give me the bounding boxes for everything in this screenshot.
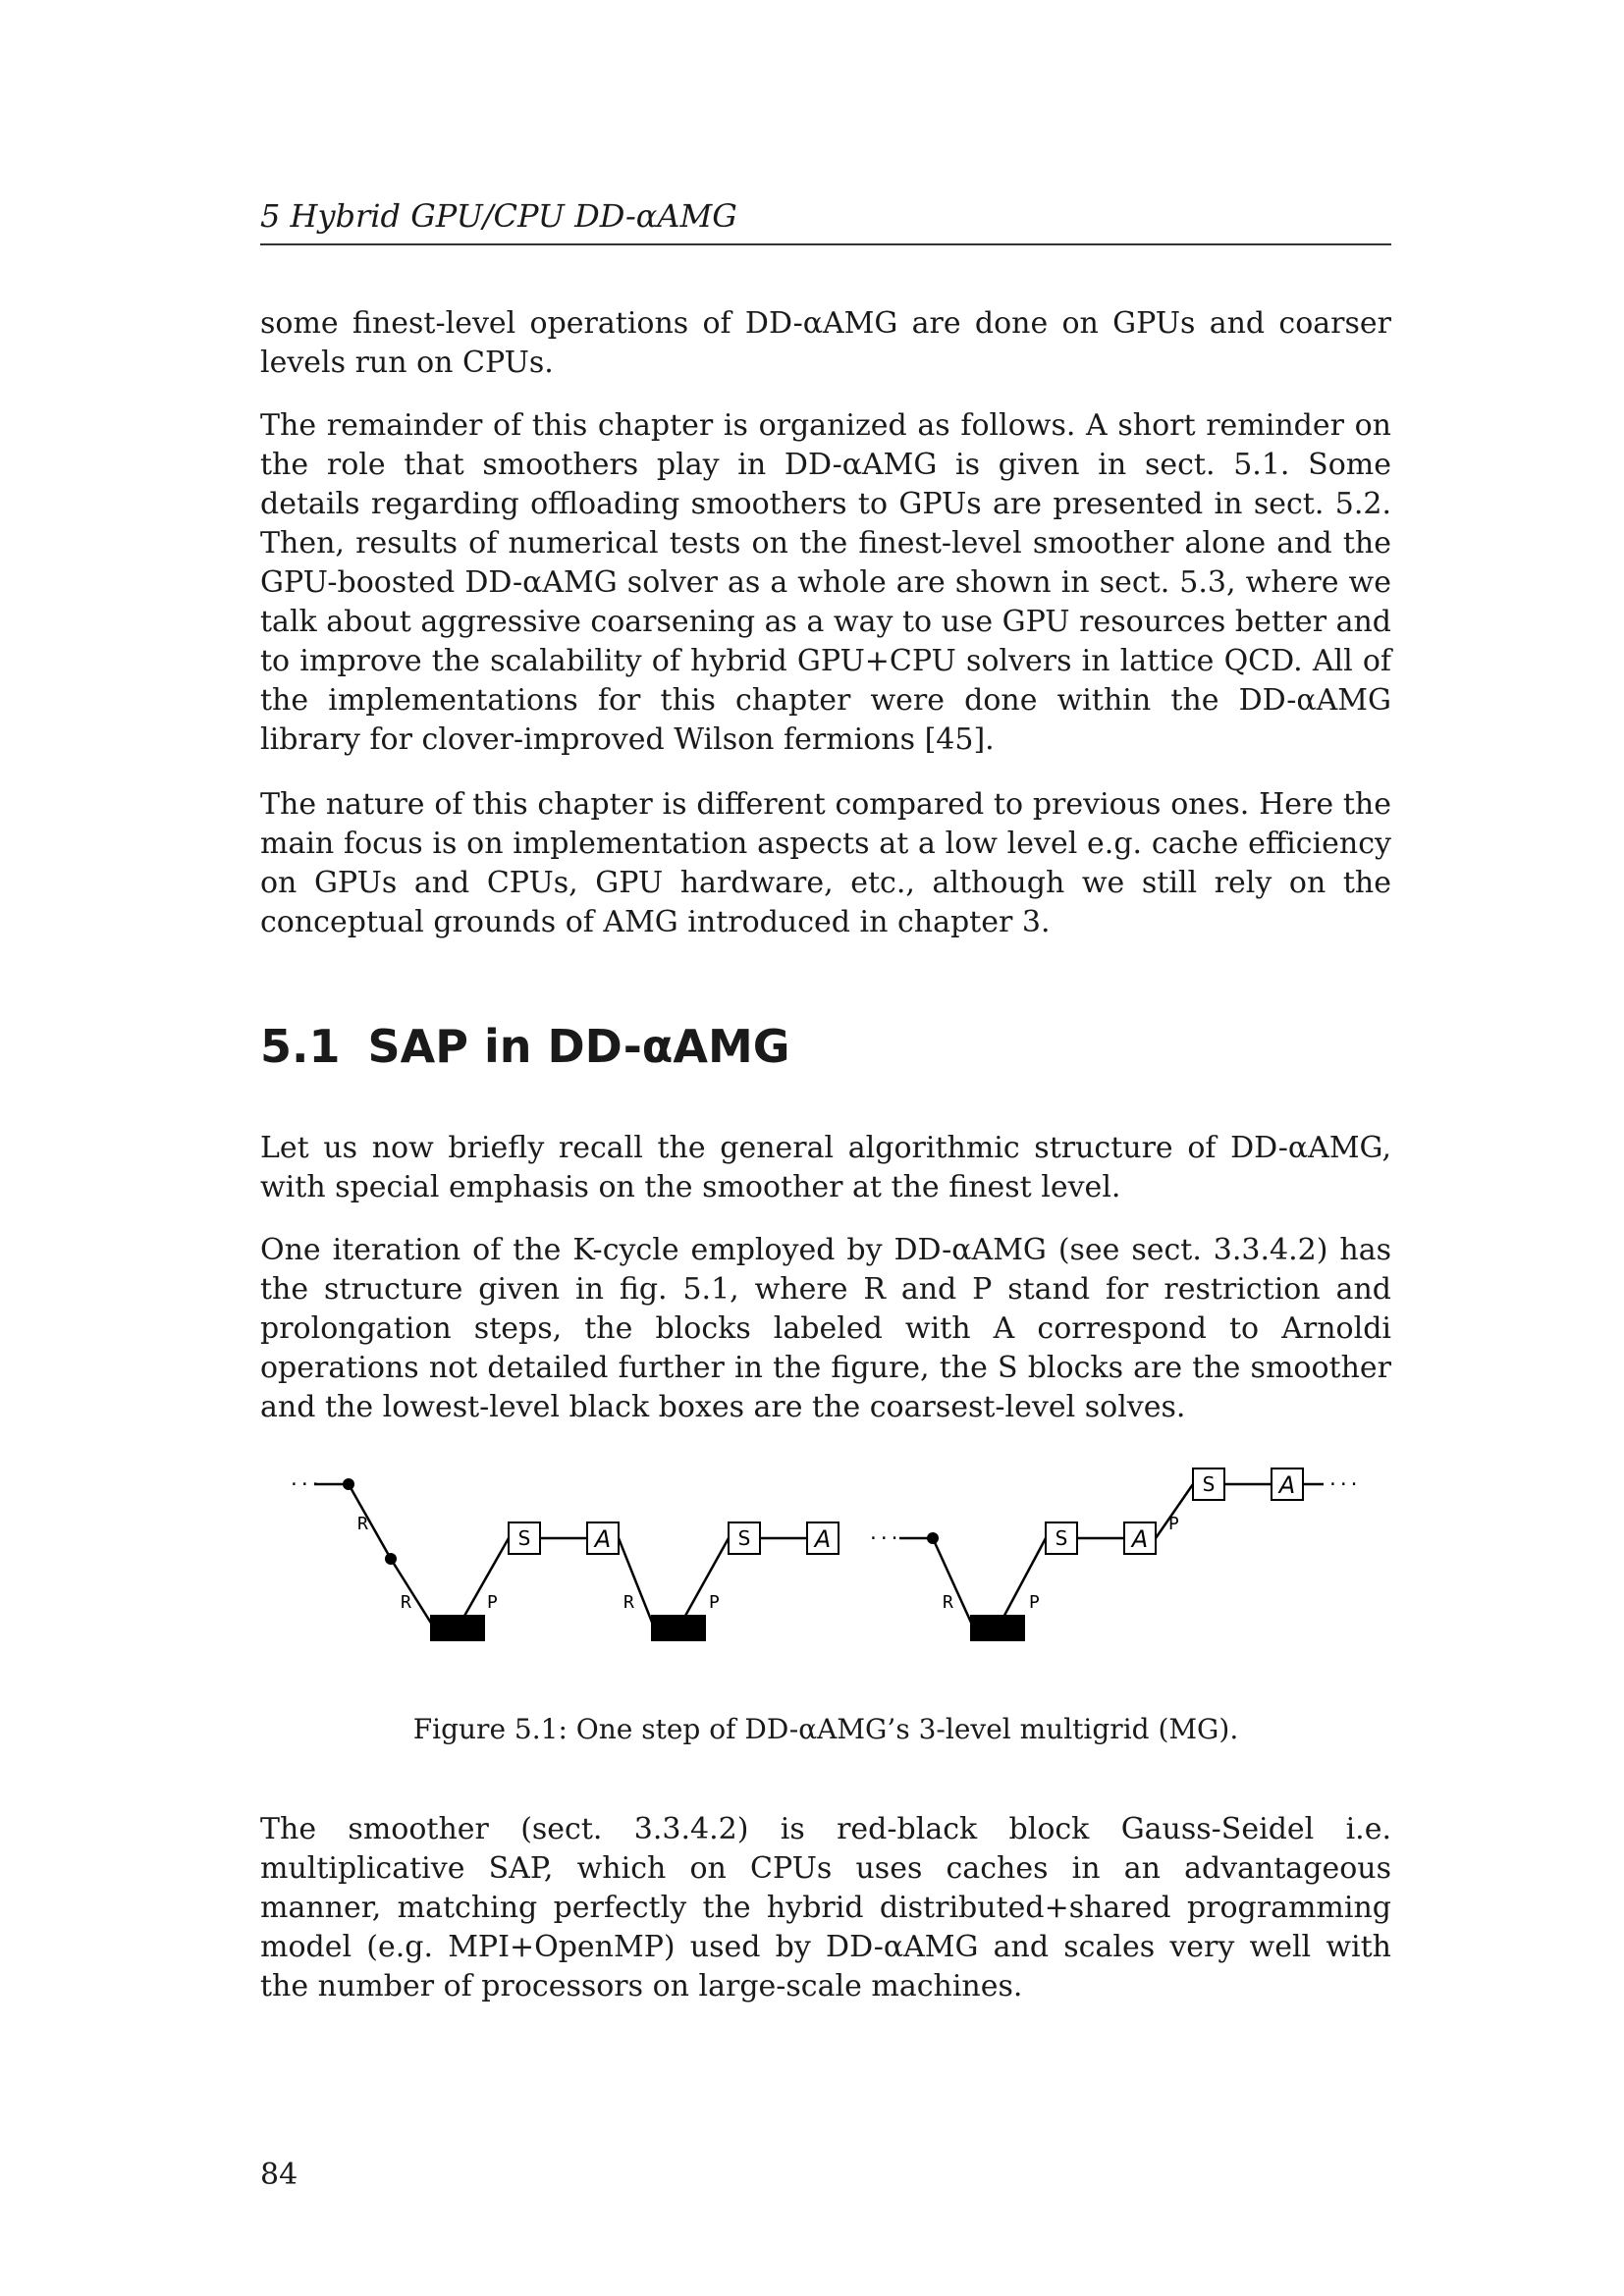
paragraph-recall: Let us now briefly recall the general algorithmic structure of DD-αAMG, with special emphasis on the smoother at the finest level.: [260, 1131, 1391, 1204]
coarse-solve-box: [430, 1615, 485, 1641]
paragraph-outline: The remainder of this chapter is organized as follows. A short reminder on the role that smoothers play in DD-αAMG is given in sect. 5.1. Some details regarding offloading smoothers to GPUs are presented in sect. 5.2. Then, results of numerical tests on the finest-level smoother alone and the GPU-boosted DD-αAMG solver as a whole are shown in sect. 5.3, where we talk about aggressive coarsening as a way to use GPU resources better and to improve the scalability of hybrid GPU+CPU solvers in lattice QCD. All of the implementations for this chapter were done within the DD-αAMG library for clover-improved Wilson fermions [45].: [260, 408, 1391, 757]
edge-p2: [680, 1538, 729, 1625]
node-dot: [343, 1478, 354, 1490]
restriction-label: R: [357, 1514, 368, 1534]
paragraph-nature: The nature of this chapter is different compared to previous ones. Here the main focus is on implementation aspects at a low level e.g. cache efficiency on GPUs and CPUs, GPU hardware, etc., although we still rely on the conceptual grounds of AMG introduced in chapter 3.: [260, 787, 1391, 939]
coarse-solve-box: [651, 1615, 706, 1641]
paragraph-kcycle: One iteration of the K-cycle employed by DD-αAMG (see sect. 3.3.4.2) has the structure given in fig. 5.1, where R and P stand for restriction and prolongation steps, the blocks labeled with A correspond to Arnoldi operations not detailed further in the figure, the S blocks are the smoother and the lowest-level black boxes are the coarsest-level solves.: [260, 1233, 1391, 1424]
arnoldi-label: A: [1131, 1525, 1149, 1553]
edge-r1: [349, 1484, 391, 1559]
running-head: [260, 196, 1391, 245]
arnoldi-label: A: [814, 1525, 832, 1553]
node-dot: [385, 1553, 397, 1565]
node-dot: [927, 1532, 939, 1544]
figure-multigrid: [285, 1463, 1375, 1659]
smoother-label: S: [517, 1526, 531, 1550]
ellipsis-right: ···: [1327, 1474, 1360, 1495]
restriction-label: R: [623, 1592, 634, 1613]
prolongation-label: P: [1168, 1514, 1179, 1534]
smoother-label: S: [737, 1526, 751, 1550]
prolongation-label: P: [1029, 1592, 1040, 1613]
restriction-label: R: [943, 1592, 953, 1613]
section-heading: [260, 1017, 790, 1076]
smoother-label: S: [1202, 1472, 1216, 1496]
section-title-text: SAP in DD-αAMG: [367, 1020, 790, 1073]
prolongation-label: P: [487, 1592, 498, 1613]
kcycle-diagram: [285, 1463, 1375, 1659]
prolongation-label: P: [709, 1592, 720, 1613]
running-title: 5 Hybrid GPU/CPU DD-αAMG: [260, 197, 737, 235]
page-number: 84: [260, 2158, 298, 2192]
ellipsis-left: ···: [289, 1474, 321, 1495]
arnoldi-label: A: [1278, 1471, 1296, 1499]
arnoldi-label: A: [594, 1525, 612, 1553]
paragraph-smoother: The smoother (sect. 3.3.4.2) is red-black block Gauss-Seidel i.e. multiplicative SAP, which on CPUs uses caches in an advantageous manner, matching perfectly the hybrid distributed+shared programming model (e.g. MPI+OpenMP) used by DD-αAMG and scales very well with the number of processors on large-scale machines.: [260, 1812, 1391, 2003]
smoother-label: S: [1055, 1526, 1068, 1550]
restriction-label: R: [401, 1592, 411, 1613]
edge-r2: [391, 1559, 432, 1625]
section-number: 5.1: [260, 1020, 341, 1073]
edge-p1: [460, 1538, 509, 1625]
coarse-solve-box: [970, 1615, 1025, 1641]
ellipsis-middle: ···: [868, 1528, 900, 1549]
paragraph-intro: some finest-level operations of DD-αAMG are done on GPUs and coarser levels run on CPUs.: [260, 306, 1391, 380]
figure-caption: Figure 5.1: One step of DD-αAMG’s 3-level multigrid (MG).: [412, 1713, 1239, 1745]
